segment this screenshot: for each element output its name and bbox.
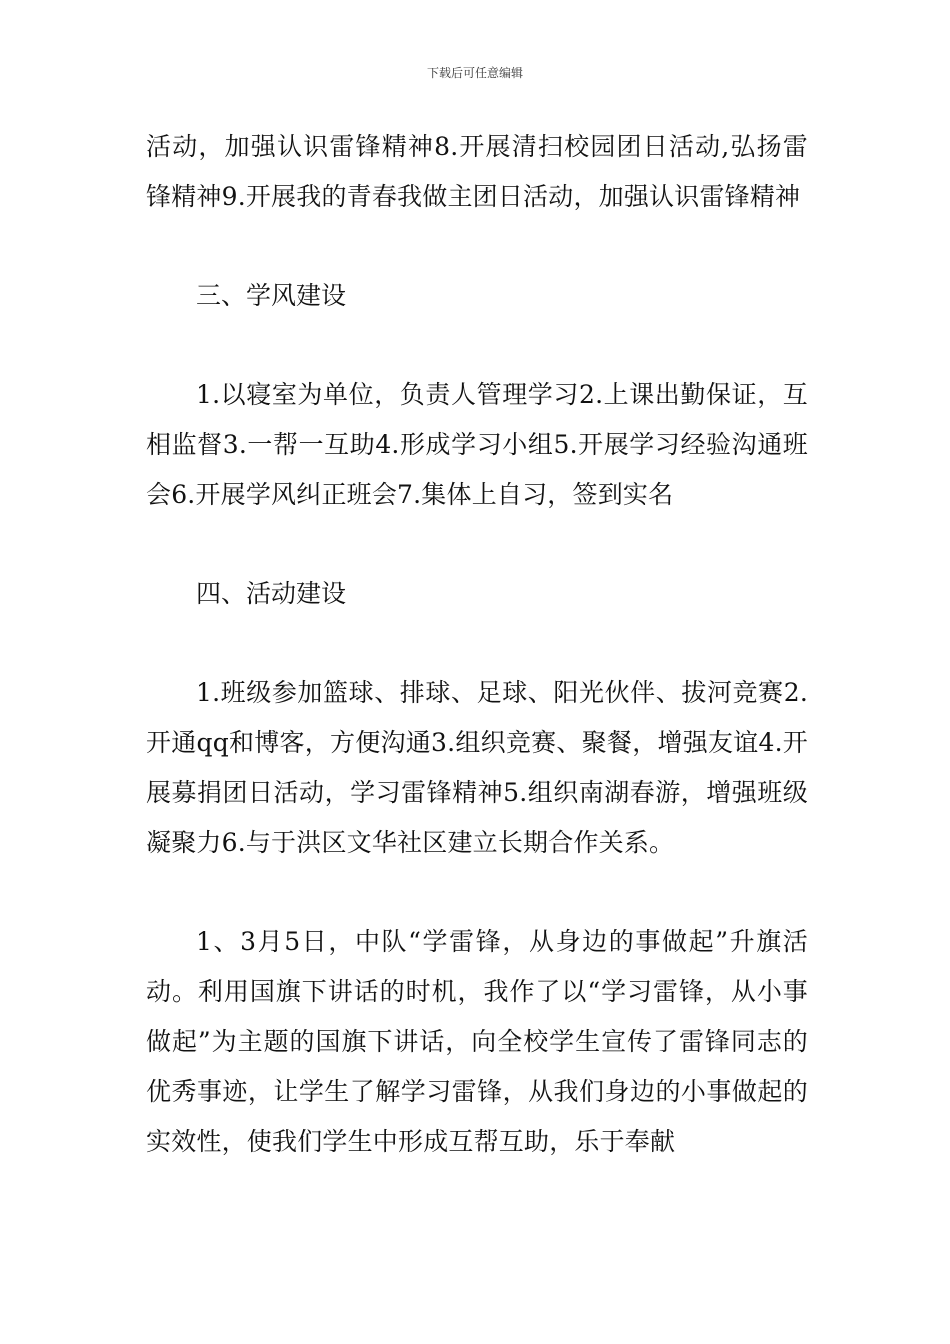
paragraph-activities: 1.班级参加篮球、排球、足球、阳光伙伴、拔河竞赛2.开通qq和博客，方便沟通3.组织竞赛、聚餐，增强友谊4.开展募捐团日活动，学习雷锋精神5.组织南湖春游，增强班级凝聚力6.与于洪区文华社区建立长期合作关系。 (146, 678, 808, 857)
paragraph-gap (146, 321, 808, 370)
section-heading-activities: 四、活动建设 (196, 579, 347, 608)
page-header: 下载后可任意编辑 (426, 66, 523, 80)
paragraph-gap (146, 222, 808, 271)
paragraph-gap (146, 868, 808, 917)
paragraph-gap (146, 619, 808, 668)
paragraph-study-style: 1.以寝室为单位，负责人管理学习2.上课出勤保证，互相监督3.一帮一互助4.形成学习小组5.开展学习经验沟通班会6.开展学风纠正班会7.集体上自习，签到实名 (146, 380, 808, 509)
paragraph-gap (146, 520, 808, 569)
paragraph-continuation: 活动，加强认识雷锋精神8.开展清扫校园团日活动,弘扬雷锋精神9.开展我的青春我做主团日活动，加强认识雷锋精神 (146, 132, 808, 211)
section-heading-study-style: 三、学风建设 (196, 281, 347, 310)
paragraph-march-fifth: 1、3月5日，中队“学雷锋，从身边的事做起”升旗活动。利用国旗下讲话的时机，我作了以“学习雷锋，从小事做起”为主题的国旗下讲话，向全校学生宣传了雷锋同志的优秀事迹，让学生了解学习雷锋，从我们身边的小事做起的实效性，使我们学生中形成互帮互助，乐于奉献 (146, 927, 808, 1156)
document-body (146, 122, 808, 1167)
